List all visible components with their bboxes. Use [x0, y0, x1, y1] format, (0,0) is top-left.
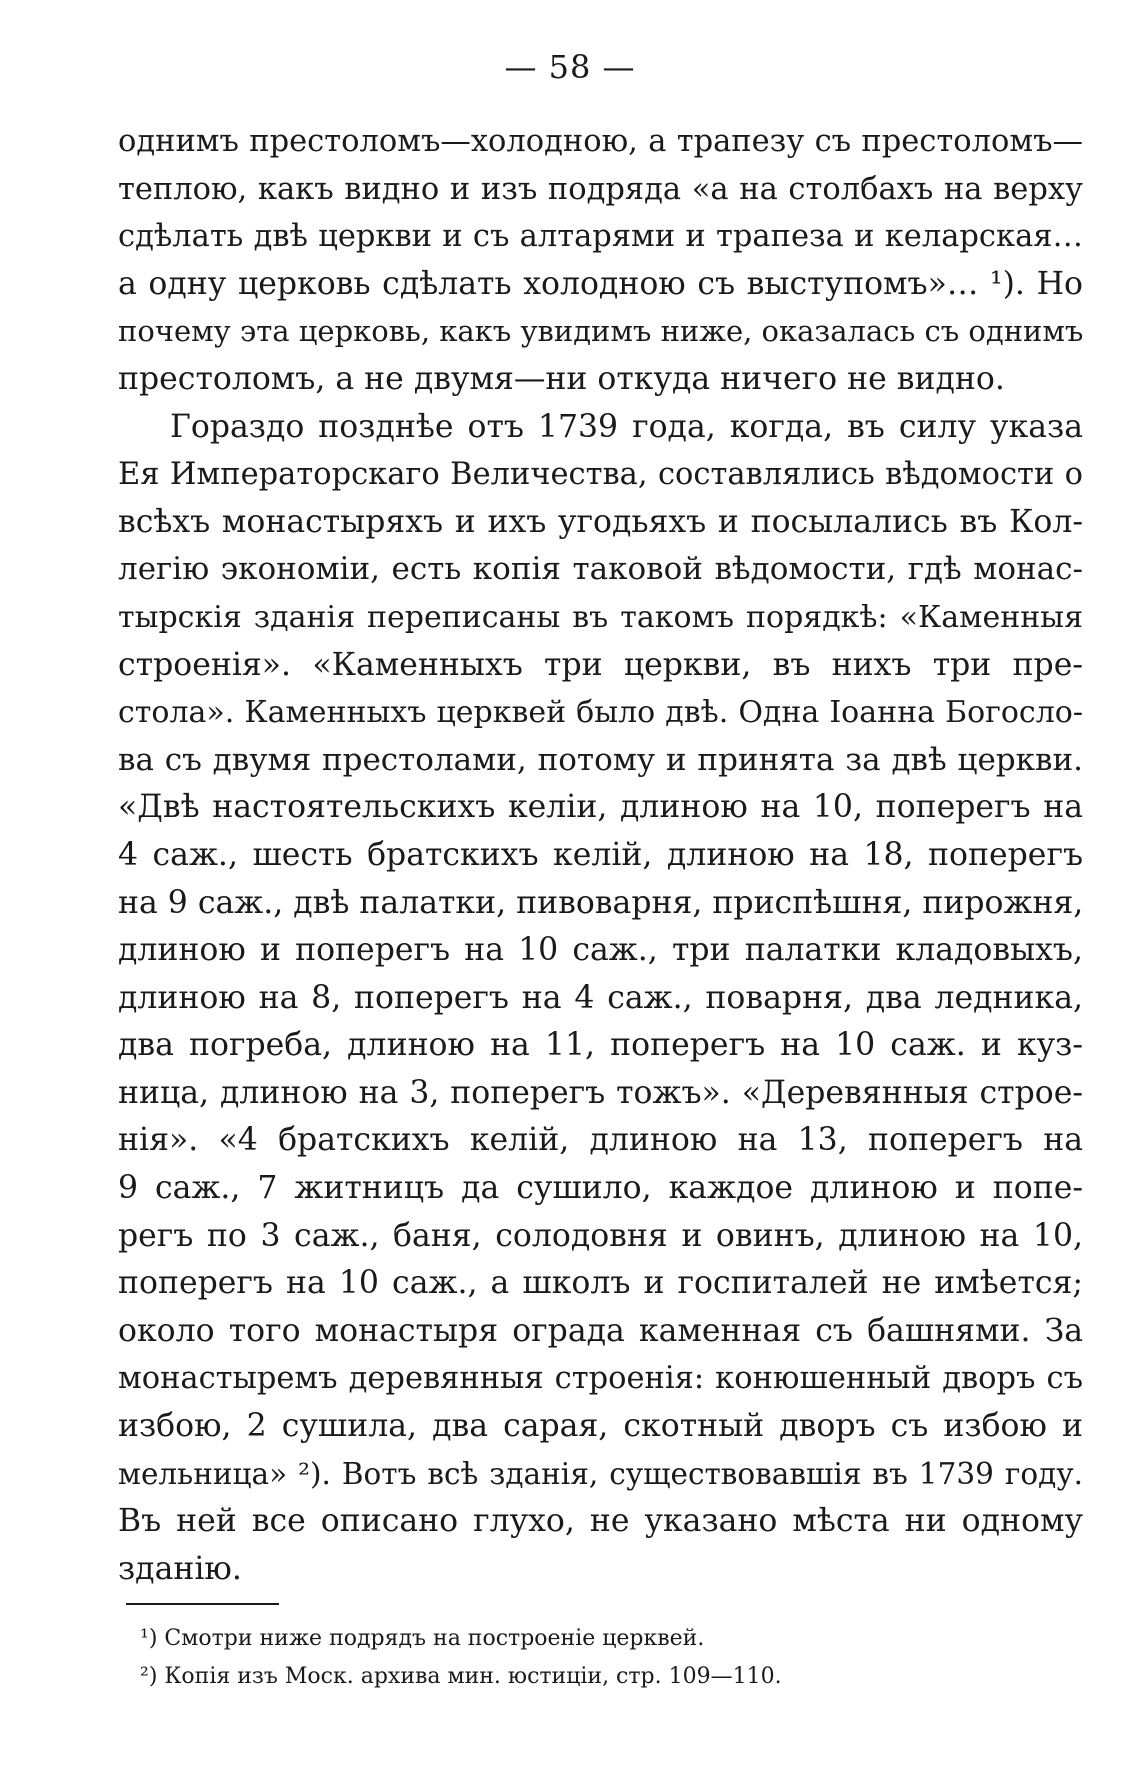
- text-line: длиною на 8, поперегъ на 4 саж., поварня, два ледника,: [118, 979, 1083, 1016]
- text-line: два погреба, длиною на 11, поперегъ на 10 саж. и куз-: [118, 1027, 1083, 1064]
- page-number: — 58 —: [504, 48, 636, 86]
- text-line: 9 саж., 7 житницъ да сушило, каждое длиною и попе-: [118, 1170, 1083, 1207]
- text-line: Гораздо позднѣе отъ 1739 года, когда, въ силу указа: [170, 408, 1083, 445]
- text-line: 4 саж., шесть братскихъ келій, длиною на 18, поперегъ: [118, 836, 1083, 873]
- text-line: а одну церковь сдѣлать холодною съ выступомъ»… ¹). Но: [118, 265, 1083, 302]
- text-line: поперегъ на 10 саж., а школъ и госпиталей не имѣется;: [118, 1265, 1083, 1302]
- text-line: длиною и поперегъ на 10 саж., три палатки кладовыхъ,: [118, 932, 1083, 969]
- text-line: «Двѣ настоятельскихъ келіи, длиною на 10, поперегъ на: [118, 789, 1083, 826]
- text-line: строенія». «Каменныхъ три церкви, въ нихъ три пре-: [118, 646, 1083, 683]
- text-line: тырскія зданія переписаны въ такомъ порядкѣ: «Каменныя: [118, 599, 1083, 635]
- text-line: теплою, какъ видно и изъ подряда «а на столбахъ на верху: [118, 171, 1083, 207]
- footnote-1: ¹) Смотри ниже подрядъ на построеніе церквей.: [140, 1626, 705, 1651]
- text-line: престоломъ, а не двумя—ни откуда ничего не видно.: [118, 360, 1005, 397]
- text-line: мельница» ²). Вотъ всѣ зданія, существовавшія въ 1739 году.: [118, 1456, 1083, 1491]
- text-line: на 9 саж., двѣ палатки, пивоварня, приспѣшня, пирожня,: [118, 884, 1084, 921]
- footnote-divider: [126, 1603, 279, 1605]
- text-line: сдѣлать двѣ церкви и съ алтарями и трапеза и келарская…: [118, 219, 1083, 255]
- text-line: нія». «4 братскихъ келій, длиною на 13, поперегъ на: [118, 1122, 1083, 1159]
- text-line: около того монастыря ограда каменная съ башнями. За: [118, 1312, 1083, 1349]
- text-line: зданію.: [118, 1550, 242, 1587]
- text-line: почему эта церковь, какъ увидимъ ниже, оказалась съ однимъ: [118, 314, 1084, 349]
- text-line: ва съ двумя престолами, потому и принята за двѣ церкви.: [118, 741, 1083, 778]
- text-line: ница, длиною на 3, поперегъ тожъ». «Деревянныя строе-: [118, 1074, 1083, 1111]
- text-line: однимъ престоломъ—холодною, а трапезу съ престоломъ—: [118, 124, 1083, 159]
- body-text: [118, 118, 1083, 1593]
- text-line: легію экономіи, есть копія таковой вѣдомости, гдѣ монас-: [118, 551, 1083, 588]
- text-line: всѣхъ монастыряхъ и ихъ угодьяхъ и посылались въ Кол-: [118, 503, 1083, 540]
- text-line: монастыремъ деревянныя строенія: конюшенный дворъ съ: [118, 1361, 1083, 1397]
- text-line: Ея Императорскаго Величества, составлялись вѣдомости о: [118, 457, 1083, 493]
- text-line: избою, 2 сушила, два сарая, скотный дворъ съ избою и: [118, 1408, 1083, 1445]
- footnote-2: ²) Копія изъ Моск. архива мин. юстиціи, стр. 109—110.: [140, 1664, 782, 1689]
- footnotes: [140, 1620, 900, 1696]
- text-line: Въ ней все описано глухо, не указано мѣста ни одному: [118, 1503, 1083, 1540]
- text-line: стола». Каменныхъ церквей было двѣ. Одна Іоанна Богосло-: [118, 695, 1083, 731]
- text-line: регъ по 3 саж., баня, солодовня и овинъ, длиною на 10,: [118, 1217, 1083, 1254]
